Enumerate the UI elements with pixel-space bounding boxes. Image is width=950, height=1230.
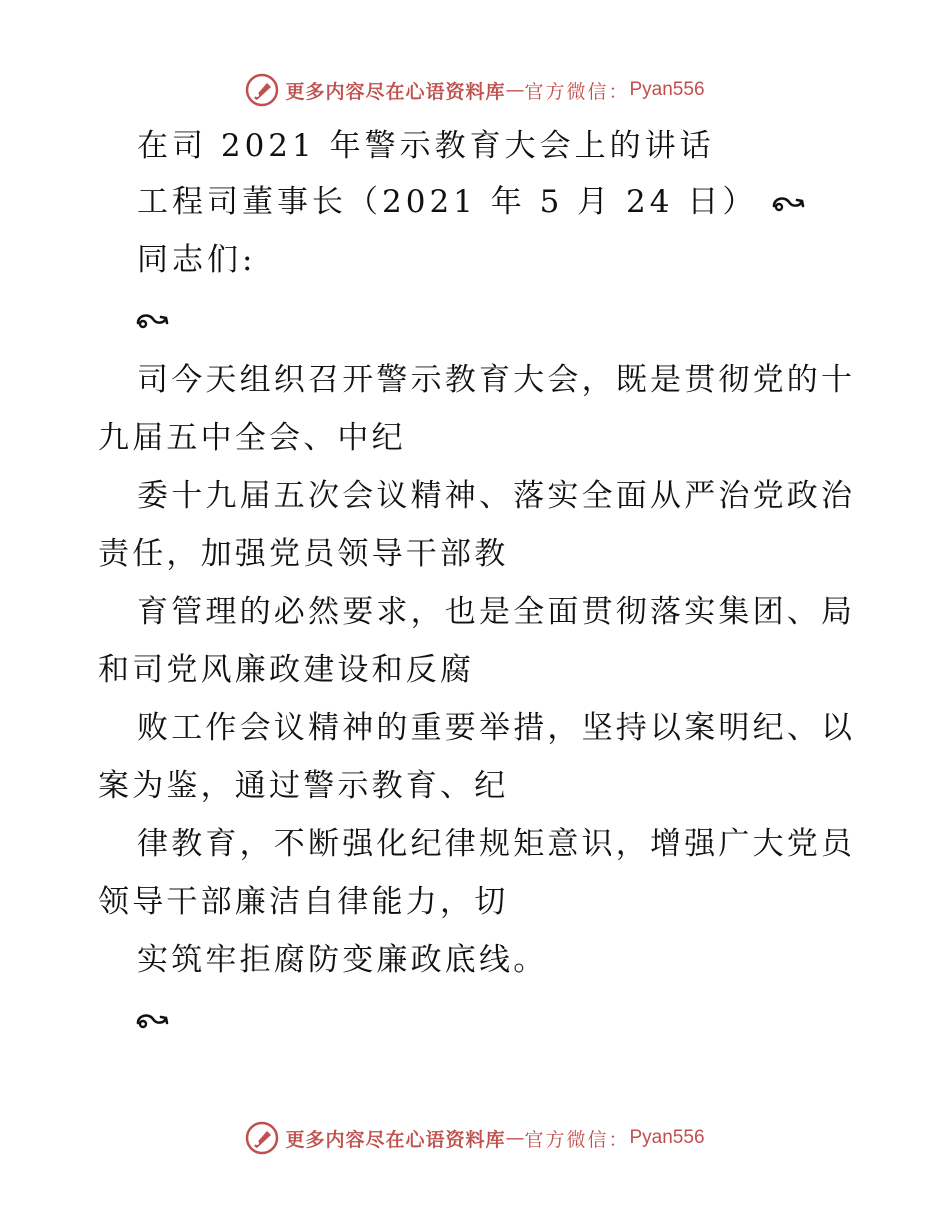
paragraph-line: 司今天组织召开警示教育大会，既是贯彻党的十 <box>137 362 856 398</box>
banner-brand-text: 更多内容尽在心语资料库 <box>285 80 506 103</box>
banner-wechat-id: Pyan556 <box>629 1127 705 1148</box>
paragraph-line: 实筑牢拒腐防变廉政底线。 <box>137 942 548 978</box>
byline-text: 工程司董事长（2021 年 5 月 24 日） <box>137 184 758 220</box>
paragraph-line: 九届五中全会、中纪 <box>98 420 406 456</box>
header-banner <box>0 70 950 110</box>
banner-brand-text: 更多内容尽在心语资料库 <box>285 1128 506 1151</box>
paragraph-line: 败工作会议精神的重要举措，坚持以案明纪、以 <box>137 710 856 746</box>
banner-wechat-label: 官方微信： <box>524 80 630 103</box>
paragraph-line: 案为鉴，通过警示教育、纪 <box>98 768 509 804</box>
pen-nib-logo-icon <box>245 73 279 107</box>
paragraph-line: 委十九届五次会议精神、落实全面从严治党政治 <box>137 478 856 514</box>
pen-nib-logo-icon <box>245 1121 279 1155</box>
footer-banner <box>0 1118 950 1158</box>
paragraph-line: 律教育，不断强化纪律规矩意识，增强广大党员 <box>137 826 856 862</box>
document-byline <box>137 182 807 222</box>
banner-separator: — <box>505 1127 525 1149</box>
banner-wechat-id: Pyan556 <box>629 79 705 100</box>
paragraph-line: 领导干部廉洁自律能力，切 <box>98 884 509 920</box>
paragraph-line: 责任，加强党员领导干部教 <box>98 536 509 572</box>
return-arrow-mark-icon <box>135 1008 171 1034</box>
greeting: 同志们: <box>137 242 257 278</box>
banner-wechat-label: 官方微信： <box>524 1128 630 1151</box>
paragraph-line: 育管理的必然要求，也是全面贯彻落实集团、局 <box>137 594 856 630</box>
return-arrow-mark-icon <box>135 308 171 334</box>
banner-separator: — <box>505 79 525 101</box>
return-arrow-mark-icon <box>771 191 807 217</box>
document-title: 在司 2021 年警示教育大会上的讲话 <box>137 128 715 164</box>
paragraph-line: 和司党风廉政建设和反腐 <box>98 652 475 688</box>
